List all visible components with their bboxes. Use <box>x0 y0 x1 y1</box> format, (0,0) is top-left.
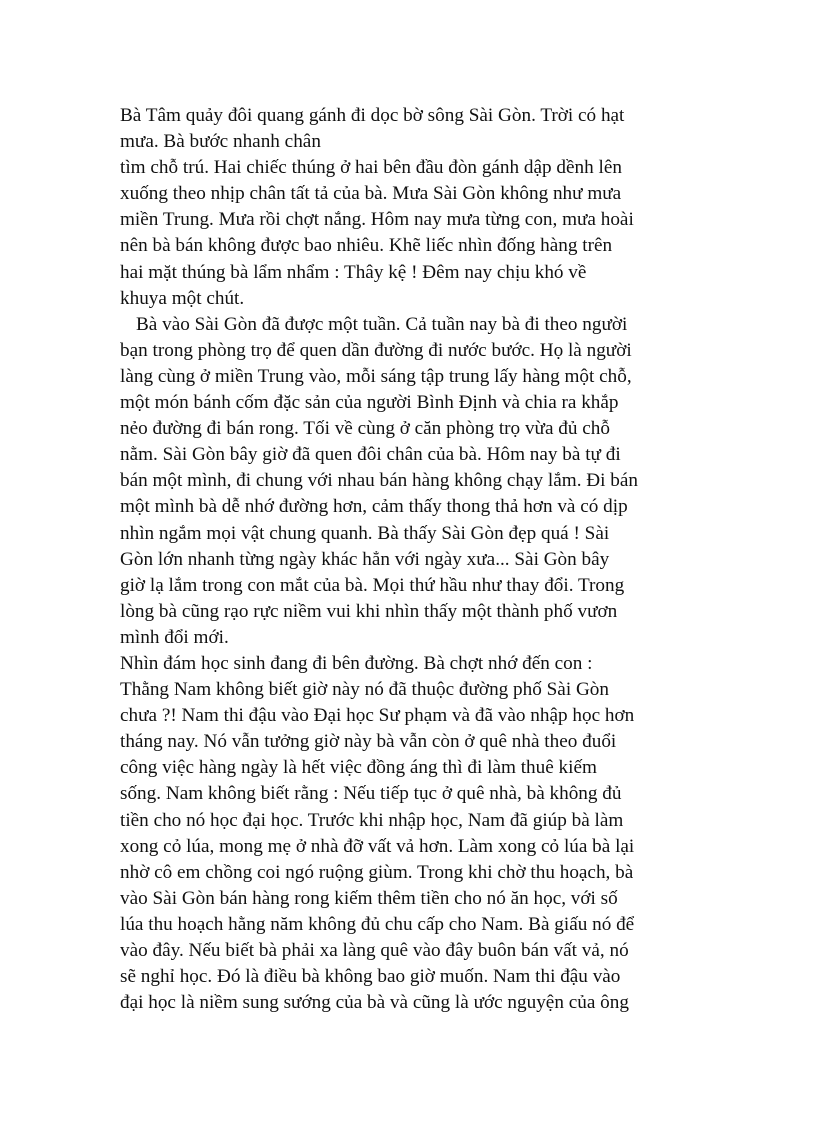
text-line: miền Trung. Mưa rồi chợt nắng. Hôm nay mưa từng con, mưa hoài <box>120 209 634 231</box>
text-line: công việc hàng ngày là hết việc đồng áng thì đi làm thuê kiếm <box>120 757 597 779</box>
text-line: vào đây. Nếu biết bà phải xa làng quê vào đây buôn bán vất vả, nó <box>120 940 629 961</box>
text-line: nhờ cô em chồng coi ngó ruộng giùm. Trong khi chờ thu hoạch, bà <box>120 861 634 883</box>
text-line: tiền cho nó học đại học. Trước khi nhập học, Nam đã giúp bà làm <box>120 809 624 831</box>
text-line: nẻo đường đi bán rong. Tối về cùng ở căn phòng trọ vừa đủ chỗ <box>120 418 610 440</box>
text-line: đại học là niềm sung sướng của bà và cũng là ước nguyện của ông <box>120 992 629 1014</box>
text-line: Bà Tâm quảy đôi quang gánh đi dọc bờ sông Sài Gòn. Trời có hạt <box>120 105 625 126</box>
text-line: bán một mình, đi chung với nhau bán hàng không chạy lắm. Đi bán <box>120 470 638 492</box>
text-line: mưa. Bà bước nhanh chân <box>120 131 321 153</box>
text-line: xong cỏ lúa, mong mẹ ở nhà đỡ vất vả hơn. Làm xong cỏ lúa bà lại <box>120 835 635 857</box>
text-line: vào Sài Gòn bán hàng rong kiếm thêm tiền cho nó ăn học, với số <box>120 887 618 909</box>
text-line: một mình bà dễ nhớ đường hơn, cảm thấy thong thả hơn và có dịp <box>120 496 628 518</box>
text-line: chưa ?! Nam thi đậu vào Đại học Sư phạm và đã vào nhập học hơn <box>120 705 635 727</box>
text-line: tháng nay. Nó vẫn tưởng giờ này bà vẫn còn ở quê nhà theo đuổi <box>120 731 617 753</box>
text-line: làng cùng ở miền Trung vào, mỗi sáng tập trung lấy hàng một chỗ, <box>120 365 632 387</box>
text-line: bạn trong phòng trọ để quen dần đường đi nước bước. Họ là người <box>120 339 632 361</box>
text-line: tìm chỗ trú. Hai chiếc thúng ở hai bên đầu đòn gánh dập dềnh lên <box>120 157 622 179</box>
text-line: mình đổi mới. <box>120 626 229 648</box>
text-line: hai mặt thúng bà lẩm nhẩm : Thây kệ ! Đêm nay chịu khó về <box>120 261 587 283</box>
text-line: lòng bà cũng rạo rực niềm vui khi nhìn thấy một thành phố vươn <box>120 600 618 622</box>
text-line: sẽ nghỉ học. Đó là điều bà không bao giờ muốn. Nam thi đậu vào <box>120 966 621 988</box>
text-line: Gòn lớn nhanh từng ngày khác hẳn với ngày xưa... Sài Gòn bây <box>120 548 610 570</box>
text-line: lúa thu hoạch hằng năm không đủ chu cấp cho Nam. Bà giấu nó để <box>120 913 635 935</box>
text-line: khuya một chút. <box>120 287 245 309</box>
text-line: nhìn ngắm mọi vật chung quanh. Bà thấy Sài Gòn đẹp quá ! Sài <box>120 522 610 544</box>
paragraph-1 <box>120 103 720 312</box>
text-line: một món bánh cốm đặc sản của người Bình Định và chia ra khắp <box>120 392 619 414</box>
paragraph-2 <box>120 312 720 651</box>
paragraph-3 <box>120 651 720 1016</box>
text-line: nằm. Sài Gòn bây giờ đã quen đôi chân của bà. Hôm nay bà tự đi <box>120 444 621 466</box>
text-line: nên bà bán không được bao nhiêu. Khẽ liếc nhìn đống hàng trên <box>120 235 613 257</box>
text-line: Bà vào Sài Gòn đã được một tuần. Cả tuần nay bà đi theo người <box>136 313 628 335</box>
text-line: xuống theo nhịp chân tất tả của bà. Mưa Sài Gòn không như mưa <box>120 183 622 205</box>
text-line: sống. Nam không biết rằng : Nếu tiếp tục ở quê nhà, bà không đủ <box>120 783 622 805</box>
text-line: Thằng Nam không biết giờ này nó đã thuộc đường phố Sài Gòn <box>120 679 609 701</box>
text-line: Nhìn đám học sinh đang đi bên đường. Bà chợt nhớ đến con : <box>120 652 593 674</box>
text-line: giờ lạ lắm trong con mắt của bà. Mọi thứ hầu như thay đổi. Trong <box>120 574 625 596</box>
story-text <box>120 103 720 1016</box>
